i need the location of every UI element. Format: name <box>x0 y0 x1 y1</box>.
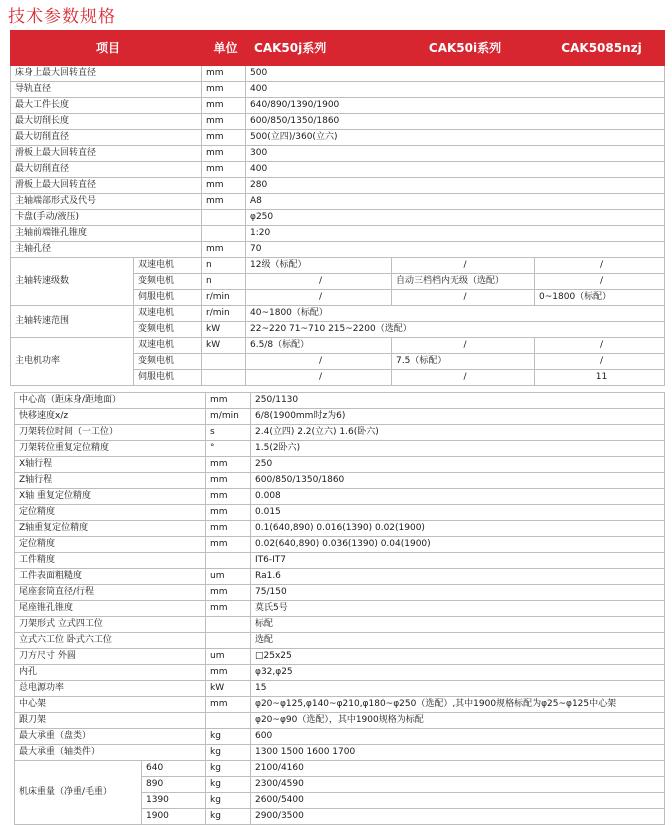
table-row <box>11 162 665 178</box>
value-cak50j: 6.5/8（标配） <box>246 338 392 354</box>
spec-label: 内孔 <box>15 665 206 681</box>
spec-value: 600/850/1350/1860 <box>246 114 665 130</box>
spec-unit: mm <box>206 505 251 521</box>
spec-label: 主轴端部形式及代号 <box>11 194 202 210</box>
spec-unit: mm <box>206 457 251 473</box>
spec-unit: ° <box>206 441 251 457</box>
group-sub-label: 640 <box>142 761 206 777</box>
spec-unit: mm <box>206 585 251 601</box>
group-sub-label: 伺服电机 <box>134 290 202 306</box>
spec-unit: kW <box>206 681 251 697</box>
group-sub-label: 双速电机 <box>134 258 202 274</box>
spec-value: 300 <box>246 146 665 162</box>
spec-unit: mm <box>206 473 251 489</box>
spec-unit: mm <box>202 194 246 210</box>
spec-label: 滑板上最大回转直径 <box>11 146 202 162</box>
spec-label: 跟刀架 <box>15 713 206 729</box>
spec-label: 最大工件长度 <box>11 98 202 114</box>
spec-label: X轴行程 <box>15 457 206 473</box>
spec-label: 滑板上最大回转直径 <box>11 178 202 194</box>
table-row <box>15 697 665 713</box>
page-title: 技术参数规格 <box>8 7 116 27</box>
spec-value: A8 <box>246 194 665 210</box>
spec-label: 快移速度x/z <box>15 409 206 425</box>
spec-value: 标配 <box>251 617 665 633</box>
spec-unit <box>202 354 246 370</box>
spec-value: 1.5(2卧六) <box>251 441 665 457</box>
spec-label: 床身上最大回转直径 <box>11 66 202 82</box>
group-sub-label: 伺服电机 <box>134 370 202 386</box>
spec-unit: kg <box>206 777 251 793</box>
table-row <box>11 98 665 114</box>
spec-unit: mm <box>206 521 251 537</box>
spec-unit: n <box>202 274 246 290</box>
group-sub-label: 变频电机 <box>134 274 202 290</box>
spec-unit: kg <box>206 745 251 761</box>
spec-unit: mm <box>206 601 251 617</box>
group-label: 主轴转速范围 <box>11 306 134 338</box>
table-row <box>15 473 665 489</box>
spec-value: 0.015 <box>251 505 665 521</box>
value-cak50j: / <box>246 354 392 370</box>
table-row <box>15 681 665 697</box>
spec-unit <box>206 617 251 633</box>
spec-value: 0.1(640,890) 0.016(1390) 0.02(1900) <box>251 521 665 537</box>
group-label: 机床重量（净重/毛重） <box>15 761 142 825</box>
spec-label: 尾座锥孔锥度 <box>15 601 206 617</box>
spec-unit: mm <box>202 82 246 98</box>
group-sub-label: 1390 <box>142 793 206 809</box>
spec-value: φ20~φ125,φ140~φ210,φ180~φ250（选配）,其中1900规格标配为φ25~φ125中心架 <box>251 697 665 713</box>
table-row <box>11 178 665 194</box>
header-item: 项目 <box>11 31 202 66</box>
spec-unit: mm <box>202 114 246 130</box>
spec-unit: mm <box>206 697 251 713</box>
spec-value: 600 <box>251 729 665 745</box>
spec-label: 刀架转位重复定位精度 <box>15 441 206 457</box>
spec-unit: n <box>202 258 246 274</box>
table-row <box>11 82 665 98</box>
group-sub-label: 1900 <box>142 809 206 825</box>
value-cak50i: / <box>392 258 535 274</box>
spec-label: 最大切削直径 <box>11 162 202 178</box>
table-row <box>11 130 665 146</box>
table-row <box>11 242 665 258</box>
spec-value: 1:20 <box>246 226 665 242</box>
spec-label: 最大切削直径 <box>11 130 202 146</box>
spec-unit: um <box>206 649 251 665</box>
spec-label: 导轨直径 <box>11 82 202 98</box>
value-cak5085nzj: / <box>535 258 665 274</box>
spec-label: 尾座套筒直径/行程 <box>15 585 206 601</box>
table-row <box>11 146 665 162</box>
table-row <box>15 569 665 585</box>
spec-value: φ32,φ25 <box>251 665 665 681</box>
spec-value: 400 <box>246 162 665 178</box>
spec-table-bottom <box>14 392 665 825</box>
header-unit: 单位 <box>202 31 246 66</box>
spec-unit: um <box>206 569 251 585</box>
spec-label: 卡盘(手动/液压) <box>11 210 202 226</box>
spec-unit: m/min <box>206 409 251 425</box>
spec-label: 工件精度 <box>15 553 206 569</box>
table-row <box>15 665 665 681</box>
spec-value: 15 <box>251 681 665 697</box>
spec-label: Z轴重复定位精度 <box>15 521 206 537</box>
value-cak5085nzj: / <box>535 354 665 370</box>
spec-unit: mm <box>202 130 246 146</box>
spec-label: 中心高（距床身/距地面） <box>15 393 206 409</box>
group-sub-label: 变频电机 <box>134 354 202 370</box>
table-header <box>11 31 665 66</box>
header-cak50j: CAK50j系列 <box>246 31 392 66</box>
value-cak50j: / <box>246 370 392 386</box>
table-row <box>15 489 665 505</box>
value-cak50i: / <box>392 370 535 386</box>
table-row <box>15 425 665 441</box>
spec-value: 0.02(640,890) 0.036(1390) 0.04(1900) <box>251 537 665 553</box>
spec-unit: mm <box>206 665 251 681</box>
spec-unit <box>202 226 246 242</box>
spec-label: 工件表面粗糙度 <box>15 569 206 585</box>
spec-label: Z轴行程 <box>15 473 206 489</box>
spec-value: 2300/4590 <box>251 777 665 793</box>
spec-value: 250 <box>251 457 665 473</box>
table-row <box>11 306 665 322</box>
spec-value: 250/1130 <box>251 393 665 409</box>
group-sub-label: 双速电机 <box>134 306 202 322</box>
table-row <box>15 441 665 457</box>
spec-label: 刀架形式 立式四工位 <box>15 617 206 633</box>
spec-unit: mm <box>206 489 251 505</box>
table-row <box>15 521 665 537</box>
spec-value: IT6-IT7 <box>251 553 665 569</box>
spec-unit: mm <box>202 162 246 178</box>
spec-unit: mm <box>206 537 251 553</box>
spec-unit: s <box>206 425 251 441</box>
spec-unit <box>202 370 246 386</box>
table-row <box>11 258 665 274</box>
value-cak50j: / <box>246 274 392 290</box>
spec-table-top <box>10 30 665 386</box>
table-row <box>15 649 665 665</box>
spec-label: 中心架 <box>15 697 206 713</box>
table-row <box>11 66 665 82</box>
spec-value: 500(立四)/360(立六) <box>246 130 665 146</box>
spec-value: 2.4(立四) 2.2(立六) 1.6(卧六) <box>251 425 665 441</box>
table-row <box>15 553 665 569</box>
value-cak5085nzj: 0~1800（标配） <box>535 290 665 306</box>
spec-unit: kW <box>202 322 246 338</box>
spec-unit: kg <box>206 809 251 825</box>
spec-unit: kW <box>202 338 246 354</box>
table-row <box>15 409 665 425</box>
spec-value: 400 <box>246 82 665 98</box>
header-cak5085nzj: CAK5085nzj <box>535 31 665 66</box>
spec-label: 最大切削长度 <box>11 114 202 130</box>
spec-unit: mm <box>202 146 246 162</box>
spec-unit: mm <box>206 393 251 409</box>
table-row <box>15 713 665 729</box>
value-cak50i: 自动三档档内无级（选配） <box>392 274 535 290</box>
table-row <box>15 745 665 761</box>
spec-value: 22~220 71~710 215~2200（选配） <box>246 322 665 338</box>
spec-value: 70 <box>246 242 665 258</box>
spec-value: Ra1.6 <box>251 569 665 585</box>
spec-value: 2100/4160 <box>251 761 665 777</box>
group-sub-label: 890 <box>142 777 206 793</box>
spec-unit: kg <box>206 729 251 745</box>
table-row <box>15 601 665 617</box>
spec-label: 定位精度 <box>15 505 206 521</box>
spec-value: 0.008 <box>251 489 665 505</box>
spec-value: 40~1800（标配） <box>246 306 665 322</box>
table-row <box>11 114 665 130</box>
spec-value: 1300 1500 1600 1700 <box>251 745 665 761</box>
spec-value: φ250 <box>246 210 665 226</box>
spec-label: 立式六工位 卧式六工位 <box>15 633 206 649</box>
table-row <box>15 761 665 777</box>
spec-label: 主轴前端锥孔锥度 <box>11 226 202 242</box>
value-cak5085nzj: / <box>535 338 665 354</box>
value-cak50i: / <box>392 338 535 354</box>
spec-value: 莫氏5号 <box>251 601 665 617</box>
spec-value: 2900/3500 <box>251 809 665 825</box>
spec-label: 最大承重（盘类） <box>15 729 206 745</box>
table-row <box>11 338 665 354</box>
value-cak50i: 7.5（标配） <box>392 354 535 370</box>
table-row <box>11 210 665 226</box>
value-cak5085nzj: 11 <box>535 370 665 386</box>
group-label: 主电机功率 <box>11 338 134 386</box>
spec-value: 6/8(1900mm时z为6) <box>251 409 665 425</box>
spec-value: 选配 <box>251 633 665 649</box>
spec-unit: r/min <box>202 290 246 306</box>
table-row <box>15 393 665 409</box>
spec-unit: kg <box>206 793 251 809</box>
spec-unit: mm <box>202 242 246 258</box>
table-row <box>11 194 665 210</box>
spec-value: □25x25 <box>251 649 665 665</box>
spec-unit: kg <box>206 761 251 777</box>
spec-label: 总电源功率 <box>15 681 206 697</box>
spec-value: φ20~φ90（选配），其中1900规格为标配 <box>251 713 665 729</box>
spec-label: 刀架转位时间（一工位） <box>15 425 206 441</box>
table-row <box>15 633 665 649</box>
value-cak50j: / <box>246 290 392 306</box>
spec-unit <box>202 210 246 226</box>
table-row <box>15 585 665 601</box>
value-cak50j: 12级（标配） <box>246 258 392 274</box>
header-cak50i: CAK50i系列 <box>392 31 535 66</box>
table-row <box>15 505 665 521</box>
table-row <box>15 729 665 745</box>
spec-label: X轴 重复定位精度 <box>15 489 206 505</box>
table-row <box>15 457 665 473</box>
spec-label: 定位精度 <box>15 537 206 553</box>
spec-unit: mm <box>202 178 246 194</box>
table-row <box>15 617 665 633</box>
spec-value: 280 <box>246 178 665 194</box>
spec-value: 75/150 <box>251 585 665 601</box>
spec-unit: r/min <box>202 306 246 322</box>
spec-value: 2600/5400 <box>251 793 665 809</box>
spec-value: 500 <box>246 66 665 82</box>
spec-unit <box>206 553 251 569</box>
spec-label: 最大承重（轴类件） <box>15 745 206 761</box>
value-cak5085nzj: / <box>535 274 665 290</box>
table-row <box>15 537 665 553</box>
value-cak50i: / <box>392 290 535 306</box>
spec-label: 主轴孔径 <box>11 242 202 258</box>
spec-unit: mm <box>202 98 246 114</box>
table-row <box>11 226 665 242</box>
spec-value: 600/850/1350/1860 <box>251 473 665 489</box>
spec-unit: mm <box>202 66 246 82</box>
group-sub-label: 变频电机 <box>134 322 202 338</box>
spec-label: 刀方尺寸 外圆 <box>15 649 206 665</box>
spec-unit <box>206 713 251 729</box>
spec-value: 640/890/1390/1900 <box>246 98 665 114</box>
spec-unit <box>206 633 251 649</box>
group-sub-label: 双速电机 <box>134 338 202 354</box>
group-label: 主轴转速级数 <box>11 258 134 306</box>
